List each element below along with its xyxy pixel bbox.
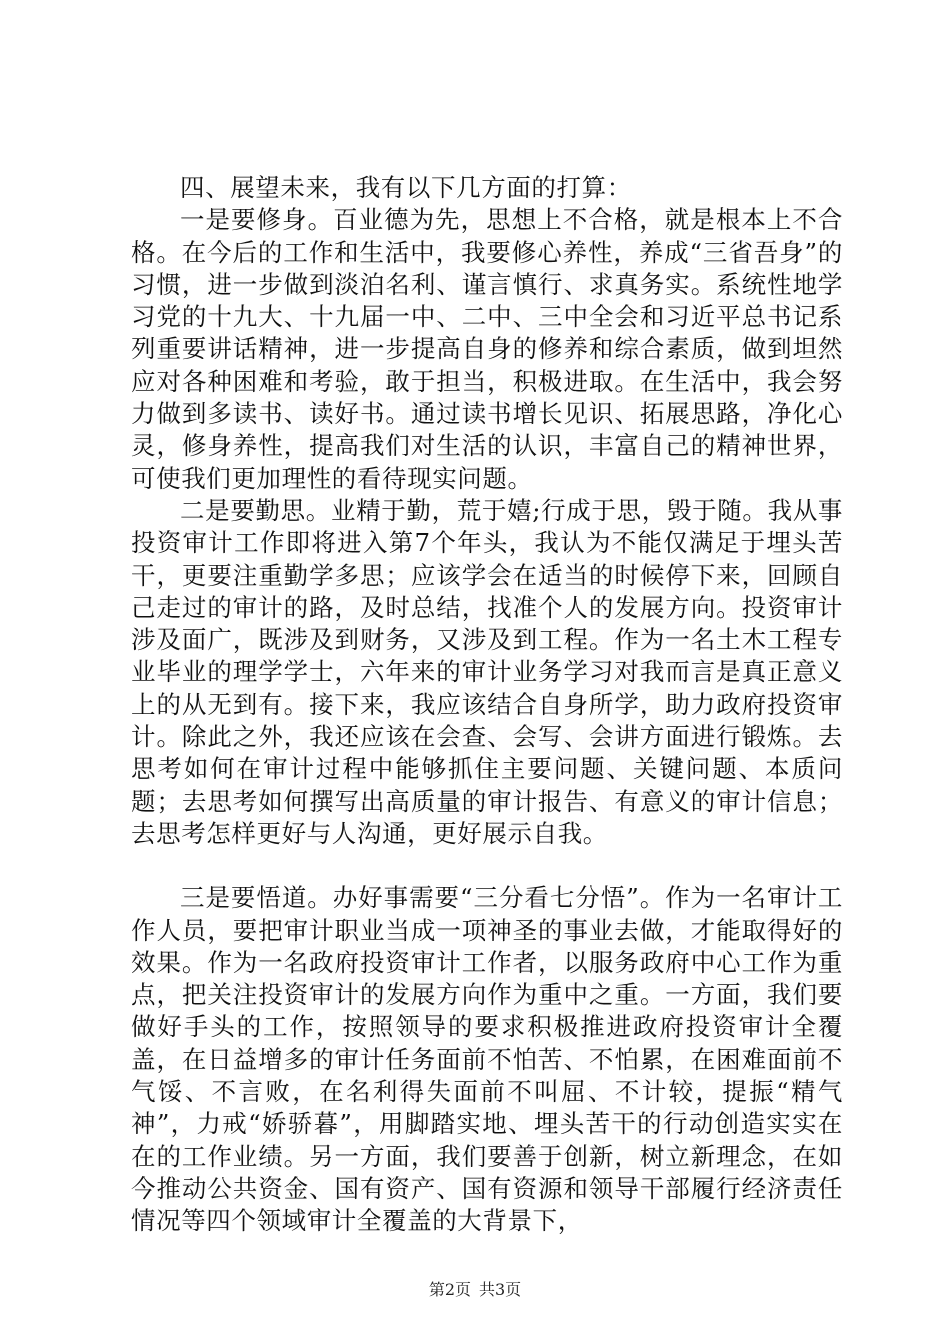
paragraph-outlook-heading: 四、展望未来，我有以下几方面的打算： [180, 173, 632, 202]
document-body [131, 172, 843, 1238]
page-number: 第2页 [428, 1280, 471, 1299]
paragraph-comprehension: 三是要悟道。办好事需要“三分看七分悟”。作为一名审计工作人员，要把审计职业当成一项神圣的事业去做，才能取得好的效果。作为一名政府投资审计工作者，以服务政府中心工作为重点，把关注投资审计的发展方向作为重中之重。一方面，我们要做好手头的工作，按照领导的要求积极推进政府投资审计全覆盖，在日益增多的审计任务面前不怕苦、不怕累，在困难面前不气馁、不言败，在名利得失面前不叫屈、不计较，提振“精气神”，力戒“娇骄暮”，用脚踏实地、埋头苦干的行动创造实实在在的工作业绩。另一方面，我们要善于创新，树立新理念，在如今推动公共资金、国有资产、国有资源和领导干部履行经济责任情况等四个领域审计全覆盖的大背景下， [131, 883, 843, 1236]
page-footer [0, 1280, 950, 1300]
page-total: 共3页 [479, 1280, 522, 1299]
paragraph-diligent-thinking: 二是要勤思。业精于勤，荒于嬉;行成于思，毁于随。我从事投资审计工作即将进入第7个年头，我认为不能仅满足于埋头苦干，更要注重勤学多思；应该学会在适当的时候停下来，回顾自己走过的审计的路，及时总结，找准个人的发展方向。投资审计涉及面广，既涉及到财务，又涉及到工程。作为一名土木工程专业毕业的理学学士，六年来的审计业务学习对我而言是真正意义上的从无到有。接下来，我应该结合自身所学，助力政府投资审计。除此之外，我还应该在会查、会写、会讲方面进行锻炼。去思考如何在审计过程中能够抓住主要问题、关键问题、本质问题；去思考如何撰写出高质量的审计报告、有意义的审计信息；去思考怎样更好与人沟通，更好展示自我。 [131, 495, 843, 848]
paragraph-self-cultivation: 一是要修身。百业德为先，思想上不合格，就是根本上不合格。在今后的工作和生活中，我要修心养性，养成“三省吾身”的习惯，进一步做到淡泊名利、谨言慎行、求真务实。系统性地学习党的十九大、十九届一中、二中、三中全会和习近平总书记系列重要讲话精神，进一步提高自身的修养和综合素质，做到坦然应对各种困难和考验，敢于担当，积极进取。在生活中，我会努力做到多读书、读好书。通过读书增长见识、拓展思路，净化心灵，修身养性，提高我们对生活的认识，丰富自己的精神世界，可使我们更加理性的看待现实问题。 [131, 205, 843, 493]
